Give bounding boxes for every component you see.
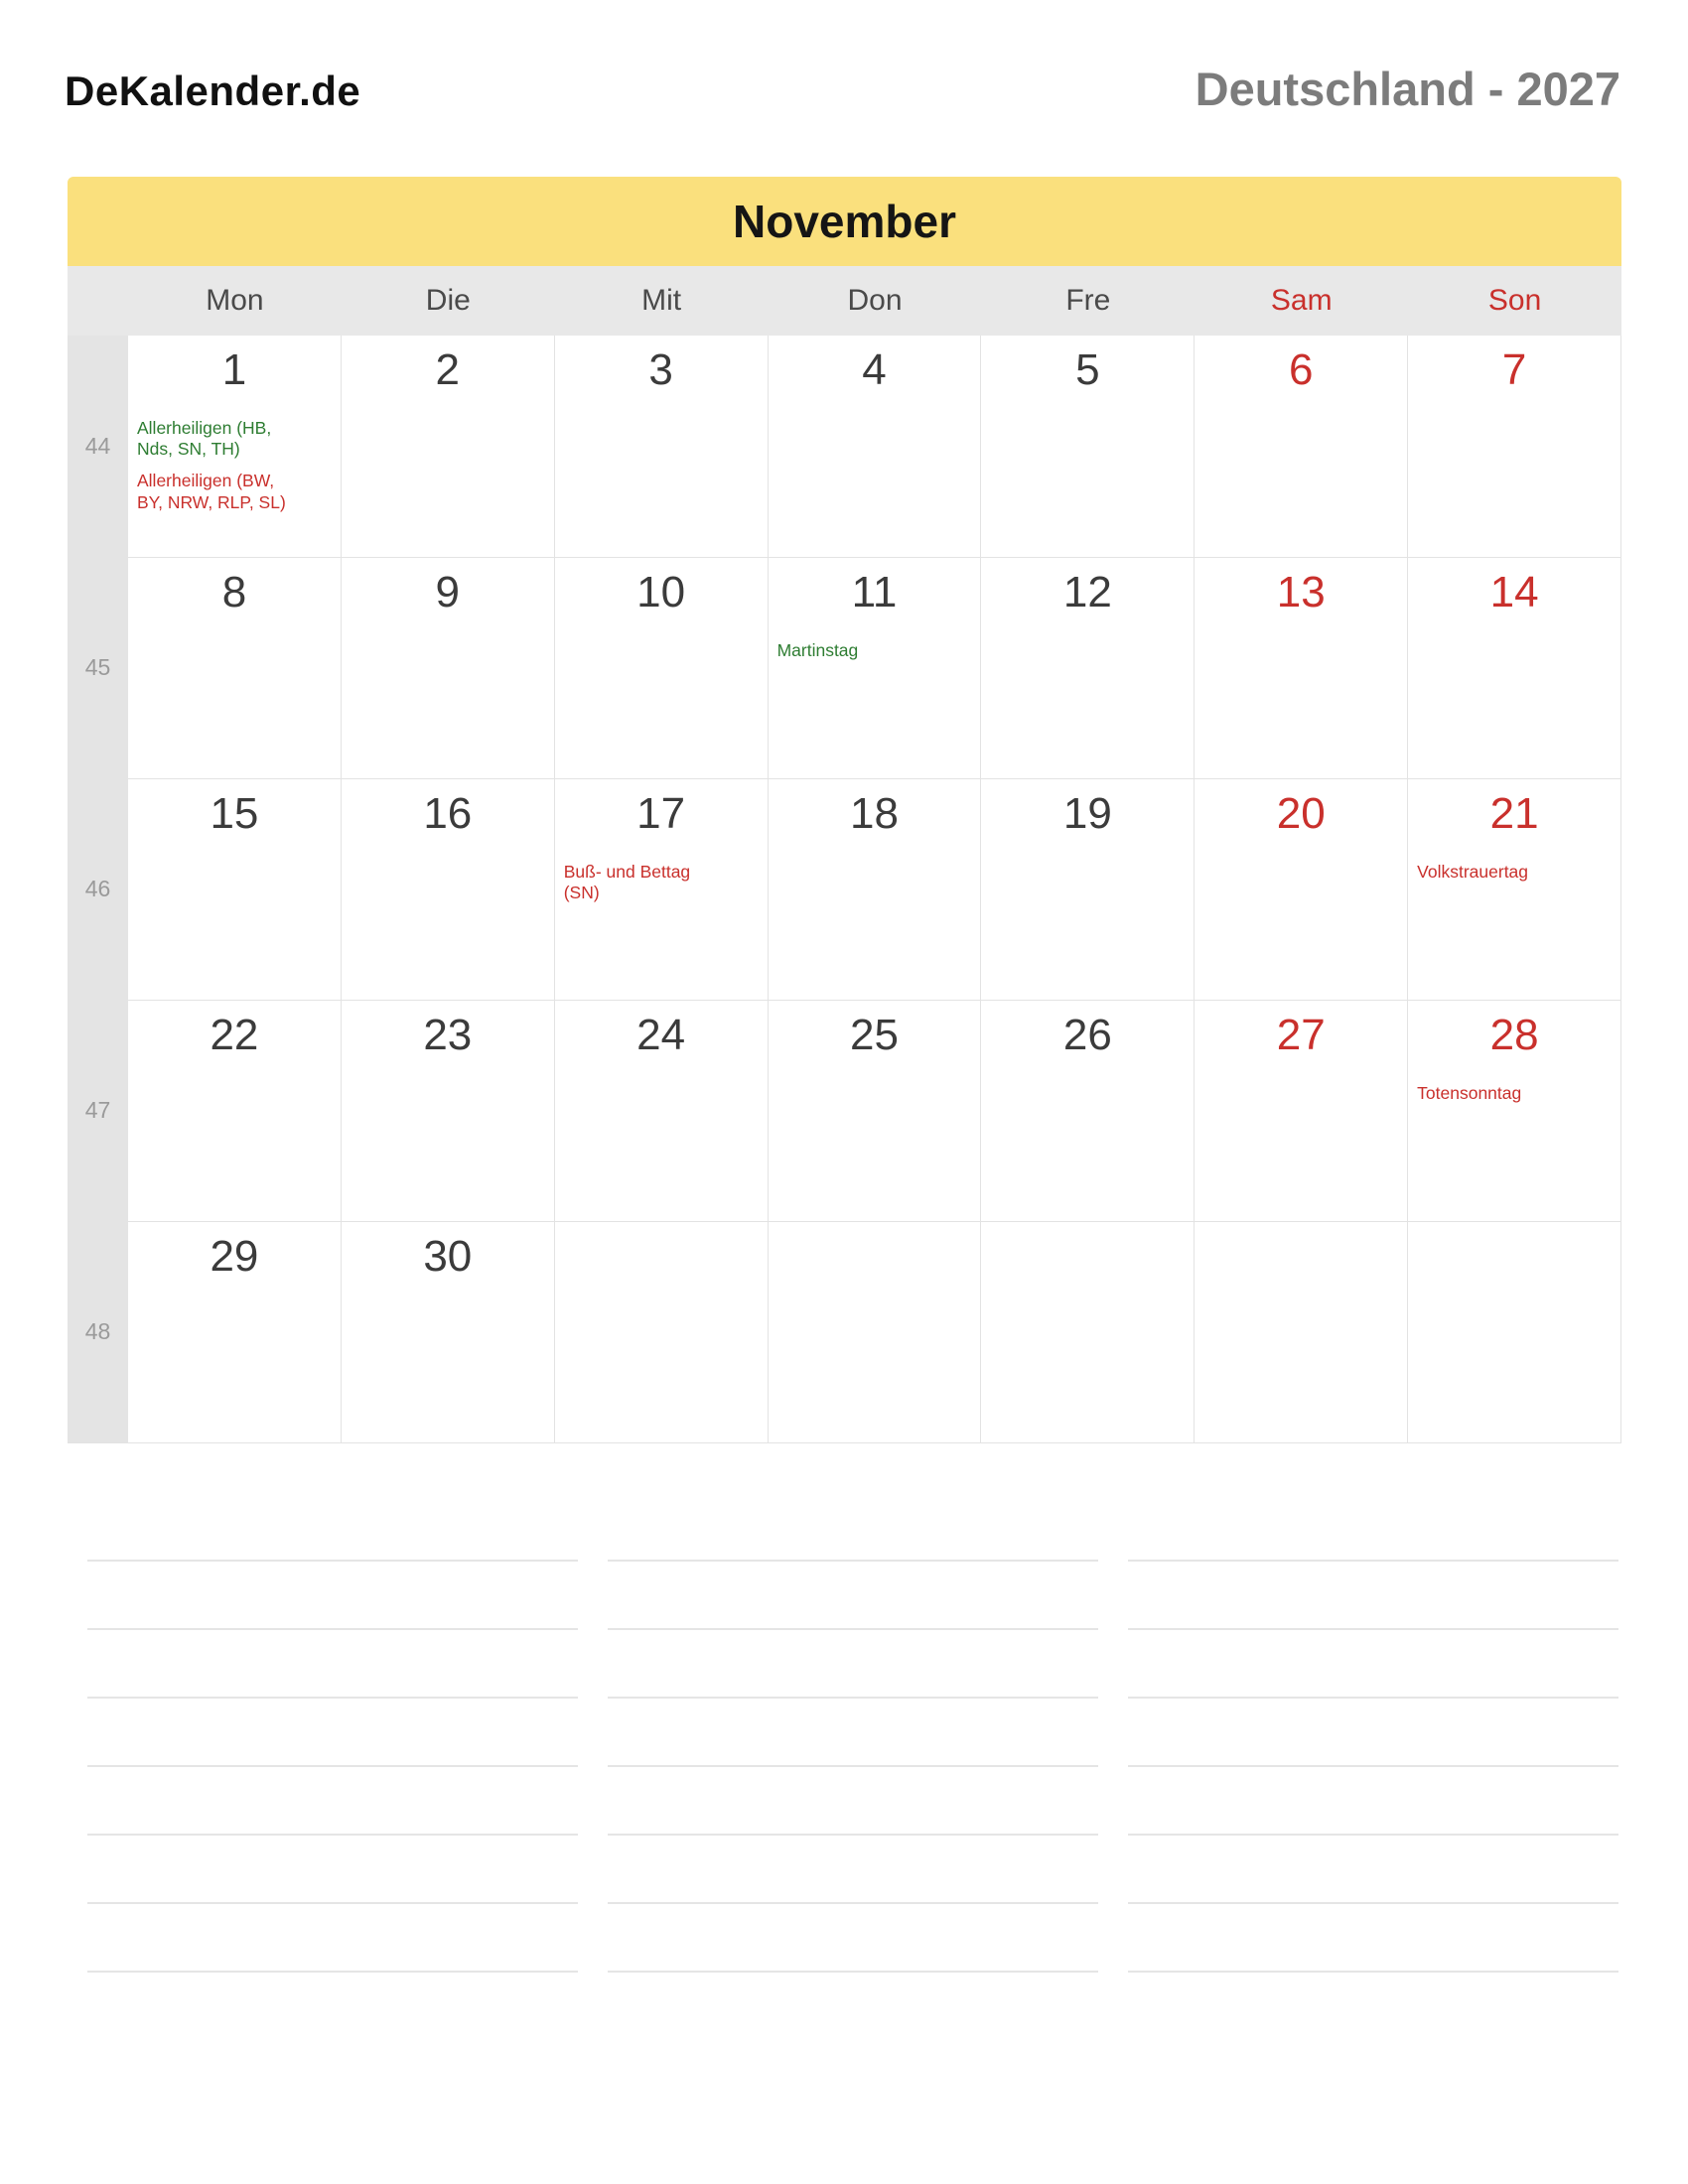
week-row-46	[68, 778, 1621, 1000]
holiday-label-line: Buß- und Bettag	[563, 861, 691, 882]
day-cell-2	[342, 336, 555, 557]
day-cell-15	[128, 778, 342, 1000]
date-number: 18	[850, 789, 899, 838]
note-line	[608, 1493, 1098, 1562]
holiday-label	[137, 418, 332, 461]
day-cell-1	[128, 336, 342, 557]
date-number: 3	[648, 345, 673, 394]
day-cell-27	[1195, 1000, 1408, 1221]
notes-column-1	[87, 1493, 578, 1973]
page-header	[65, 62, 1620, 116]
holiday-list	[1408, 862, 1620, 883]
date-number: 6	[1288, 345, 1314, 394]
date-number: 7	[1501, 345, 1527, 394]
note-line	[1128, 1836, 1618, 1904]
note-line	[608, 1562, 1098, 1630]
holiday-list	[769, 640, 981, 661]
note-line	[1128, 1767, 1618, 1836]
week-number: 46	[68, 778, 128, 1000]
note-line	[1128, 1493, 1618, 1562]
note-line	[1128, 1699, 1618, 1767]
day-cell-23	[342, 1000, 555, 1221]
date-number: 14	[1489, 568, 1539, 616]
holiday-label-line: Allerheiligen (HB,	[137, 417, 272, 438]
week-row-48	[68, 1221, 1621, 1442]
note-line	[1128, 1562, 1618, 1630]
holiday-label-line: Volkstrauertag	[1417, 861, 1529, 882]
note-line	[1128, 1904, 1618, 1973]
note-line	[87, 1630, 578, 1699]
weekday-header-row	[68, 266, 1621, 336]
holiday-label	[1417, 1083, 1612, 1104]
date-number: 22	[210, 1011, 259, 1059]
holiday-label	[1417, 862, 1612, 883]
day-cell-29	[128, 1221, 342, 1442]
day-cell-3	[555, 336, 769, 557]
note-line	[608, 1699, 1098, 1767]
weekday-header-son: Son	[1487, 284, 1542, 317]
holiday-list	[128, 418, 341, 513]
note-line	[87, 1493, 578, 1562]
note-line	[608, 1904, 1098, 1973]
date-number: 16	[423, 789, 473, 838]
week-row-44	[68, 336, 1621, 557]
holiday-label-line: Allerheiligen (BW,	[137, 471, 275, 491]
note-line	[608, 1767, 1098, 1836]
weekday-header-die: Die	[425, 284, 471, 317]
day-cell-9	[342, 557, 555, 778]
day-cell-5	[981, 336, 1195, 557]
note-line	[608, 1630, 1098, 1699]
week-number: 45	[68, 557, 128, 778]
date-number: 2	[435, 345, 461, 394]
date-number: 13	[1276, 568, 1326, 616]
date-number: 30	[423, 1232, 473, 1281]
week-row-45	[68, 557, 1621, 778]
day-cell-empty	[1195, 1221, 1408, 1442]
date-number: 21	[1489, 789, 1539, 838]
day-cell-8	[128, 557, 342, 778]
calendar-grid	[68, 336, 1621, 1443]
notes-area	[87, 1493, 1618, 1973]
day-cell-empty	[555, 1221, 769, 1442]
week-number-column-spacer	[68, 266, 128, 336]
date-number: 1	[221, 345, 247, 394]
day-cell-10	[555, 557, 769, 778]
date-number: 15	[210, 789, 259, 838]
weekday-header-mit: Mit	[641, 284, 682, 317]
day-cell-28	[1408, 1000, 1621, 1221]
day-cell-13	[1195, 557, 1408, 778]
day-cell-22	[128, 1000, 342, 1221]
holiday-label-line: (SN)	[563, 882, 600, 902]
note-line	[87, 1562, 578, 1630]
date-number: 4	[862, 345, 887, 394]
note-line	[87, 1767, 578, 1836]
day-cell-26	[981, 1000, 1195, 1221]
date-number: 5	[1075, 345, 1100, 394]
date-number: 29	[210, 1232, 259, 1281]
day-cell-16	[342, 778, 555, 1000]
holiday-list	[555, 862, 768, 904]
note-line	[608, 1836, 1098, 1904]
holiday-label	[777, 640, 972, 661]
day-cell-empty	[769, 1221, 982, 1442]
day-cell-empty	[1408, 1221, 1621, 1442]
day-cell-12	[981, 557, 1195, 778]
note-line	[87, 1904, 578, 1973]
day-cell-4	[769, 336, 982, 557]
day-cell-21	[1408, 778, 1621, 1000]
date-number: 28	[1489, 1011, 1539, 1059]
holiday-list	[1408, 1083, 1620, 1104]
holiday-label	[137, 471, 332, 513]
note-line	[87, 1699, 578, 1767]
month-calendar	[68, 177, 1621, 1443]
week-number: 47	[68, 1000, 128, 1221]
date-number: 27	[1276, 1011, 1326, 1059]
day-cell-empty	[981, 1221, 1195, 1442]
region-year-title: Deutschland - 2027	[1195, 63, 1620, 115]
date-number: 19	[1062, 789, 1112, 838]
date-number: 23	[423, 1011, 473, 1059]
holiday-label-line: Martinstag	[776, 639, 859, 660]
holiday-label-line: Totensonntag	[1417, 1082, 1522, 1103]
day-cell-7	[1408, 336, 1621, 557]
week-number: 48	[68, 1221, 128, 1442]
notes-column-3	[1128, 1493, 1618, 1973]
note-line	[1128, 1630, 1618, 1699]
date-number: 20	[1276, 789, 1326, 838]
note-line	[87, 1836, 578, 1904]
date-number: 12	[1062, 568, 1112, 616]
holiday-label	[564, 862, 759, 904]
week-row-47	[68, 1000, 1621, 1221]
day-cell-24	[555, 1000, 769, 1221]
date-number: 25	[850, 1011, 899, 1059]
date-number: 8	[221, 568, 247, 616]
date-number: 9	[435, 568, 461, 616]
day-cell-19	[981, 778, 1195, 1000]
weekday-header-fre: Fre	[1065, 284, 1111, 317]
weekday-header-sam: Sam	[1270, 284, 1333, 317]
day-cell-30	[342, 1221, 555, 1442]
week-number: 44	[68, 336, 128, 557]
notes-column-2	[608, 1493, 1098, 1973]
date-number: 26	[1062, 1011, 1112, 1059]
date-number: 17	[636, 789, 686, 838]
date-number: 24	[636, 1011, 686, 1059]
day-cell-20	[1195, 778, 1408, 1000]
date-number: 11	[851, 568, 898, 616]
day-cell-14	[1408, 557, 1621, 778]
weekday-header-mon: Mon	[206, 284, 264, 317]
day-cell-11	[769, 557, 982, 778]
day-cell-18	[769, 778, 982, 1000]
weekday-header-don: Don	[847, 284, 903, 317]
month-title: November	[68, 177, 1621, 266]
day-cell-25	[769, 1000, 982, 1221]
site-logo[interactable]: DeKalender.de	[65, 68, 361, 114]
holiday-label-line: Nds, SN, TH)	[137, 438, 240, 459]
day-cell-17	[555, 778, 769, 1000]
day-cell-6	[1195, 336, 1408, 557]
holiday-label-line: BY, NRW, RLP, SL)	[137, 491, 286, 512]
date-number: 10	[636, 568, 686, 616]
